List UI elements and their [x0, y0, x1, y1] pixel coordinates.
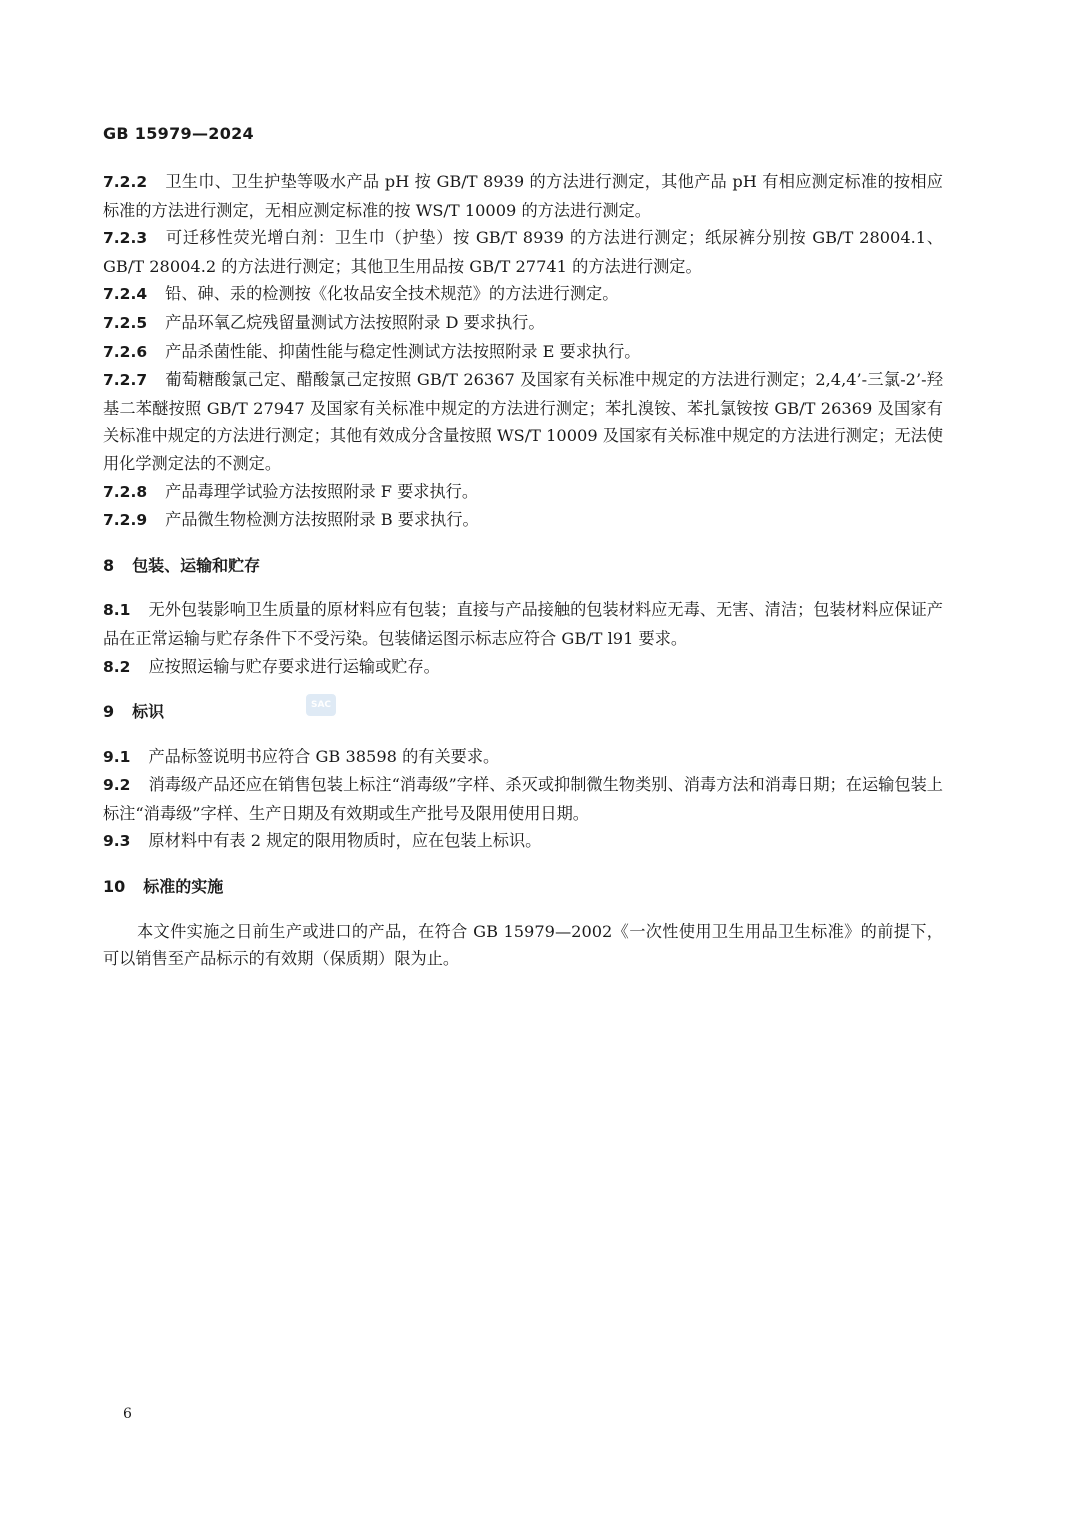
clause-number: 9.3 — [103, 832, 131, 851]
clause-7-2-6 — [103, 338, 943, 367]
clause-7-2-7 — [103, 366, 943, 477]
section-number: 9 — [103, 702, 115, 722]
clause-text: 卫生巾、卫生护垫等吸水产品 pH 按 GB/T 8939 的方法进行测定，其他产品 pH 有相应测定标准的按相应标准的方法进行测定，无相应测定标准的按 WS/T 10009 的方法进行测定。 — [103, 172, 943, 220]
clause-number: 7.2.6 — [103, 342, 148, 361]
clause-number: 7.2.4 — [103, 285, 148, 304]
section-title: 标准的实施 — [143, 877, 224, 897]
clause-number: 7.2.8 — [103, 482, 148, 501]
section-title: 标识 — [132, 702, 165, 722]
clause-8-2 — [103, 653, 943, 682]
clause-number: 7.2.2 — [103, 173, 148, 191]
clause-9-1 — [103, 743, 943, 772]
clause-7-2-4 — [103, 280, 943, 309]
clause-text: 铅、砷、汞的检测按《化妆品安全技术规范》的方法进行测定。 — [165, 284, 619, 304]
clause-7-2-8 — [103, 478, 943, 507]
clause-text: 产品微生物检测方法按照附录 B 要求执行。 — [165, 510, 479, 530]
clause-9-3 — [103, 827, 943, 856]
clause-text: 原材料中有表 2 规定的限用物质时，应在包装上标识。 — [148, 831, 542, 851]
clause-7-2-2 — [103, 168, 943, 224]
clause-text: 葡萄糖酸氯己定、醋酸氯己定按照 GB/T 26367 及国家有关标准中规定的方法进行测定；2,4,4’-三氯-2’-羟基二苯醚按照 GB/T 27947 及国家有关标准中规定的方法进行测定；苯扎溴铵、苯扎氯铵按 GB/T 26369 及国家有关标准中规定的方法进行测定；其他有效成分含量按照 WS/T 10009 及国家有关标准中规定的方法进行测定；无法使用化学测定法的不测定。 — [103, 370, 943, 473]
clause-text: 产品标签说明书应符合 GB 38598 的有关要求。 — [148, 746, 500, 766]
standard-code-header: GB 15979—2024 — [103, 124, 254, 143]
clause-text: 消毒级产品还应在销售包装上标注“消毒级”字样、杀灭或抑制微生物类别、消毒方法和消毒日期；在运输包装上标注“消毒级”字样、生产日期及有效期或生产批号及限用使用日期。 — [103, 775, 943, 823]
clause-7-2-9 — [103, 506, 943, 535]
clause-9-2 — [103, 771, 943, 827]
clause-text: 产品毒理学试验方法按照附录 F 要求执行。 — [165, 481, 479, 501]
clause-8-1 — [103, 596, 943, 652]
sac-watermark-logo: SAC — [306, 694, 336, 716]
section-heading-8 — [103, 552, 943, 580]
clause-number: 9.2 — [103, 776, 131, 795]
page-content — [103, 168, 943, 973]
clause-text: 产品杀菌性能、抑菌性能与稳定性测试方法按照附录 E 要求执行。 — [165, 341, 641, 361]
section-number: 10 — [103, 877, 126, 897]
clause-text: 可迁移性荧光增白剂：卫生巾（护垫）按 GB/T 8939 的方法进行测定；纸尿裤分别按 GB/T 28004.1、GB/T 28004.2 的方法进行测定；其他卫生用品按 GB/T 27741 的方法进行测定。 — [103, 228, 943, 276]
clause-7-2-3 — [103, 224, 943, 280]
clause-number: 8.1 — [103, 601, 131, 620]
clause-number: 8.2 — [103, 657, 131, 676]
clause-number: 7.2.9 — [103, 511, 148, 530]
clause-7-2-5 — [103, 309, 943, 338]
section-number: 8 — [103, 555, 115, 575]
clause-text: 产品环氧乙烷残留量测试方法按照附录 D 要求执行。 — [165, 312, 545, 332]
clause-number: 7.2.7 — [103, 371, 148, 390]
clause-number: 7.2.3 — [103, 229, 148, 248]
section-heading-10 — [103, 873, 943, 901]
section-heading-9 — [103, 698, 943, 726]
clause-text: 应按照运输与贮存要求进行运输或贮存。 — [148, 656, 440, 676]
page-number: 6 — [123, 1406, 132, 1422]
clause-text: 无外包装影响卫生质量的原材料应有包装；直接与产品接触的包装材料应无毒、无害、清洁；包装材料应保证产品在正常运输与贮存条件下不受污染。包装储运图示标志应符合 GB/T l91 要求。 — [103, 600, 943, 648]
clause-number: 9.1 — [103, 747, 131, 766]
clause-number: 7.2.5 — [103, 313, 148, 332]
implementation-paragraph: 本文件实施之日前生产或进口的产品，在符合 GB 15979—2002《一次性使用卫生用品卫生标准》的前提下，可以销售至产品标示的有效期（保质期）限为止。 — [103, 921, 943, 969]
section-title: 包装、运输和贮存 — [132, 555, 261, 575]
